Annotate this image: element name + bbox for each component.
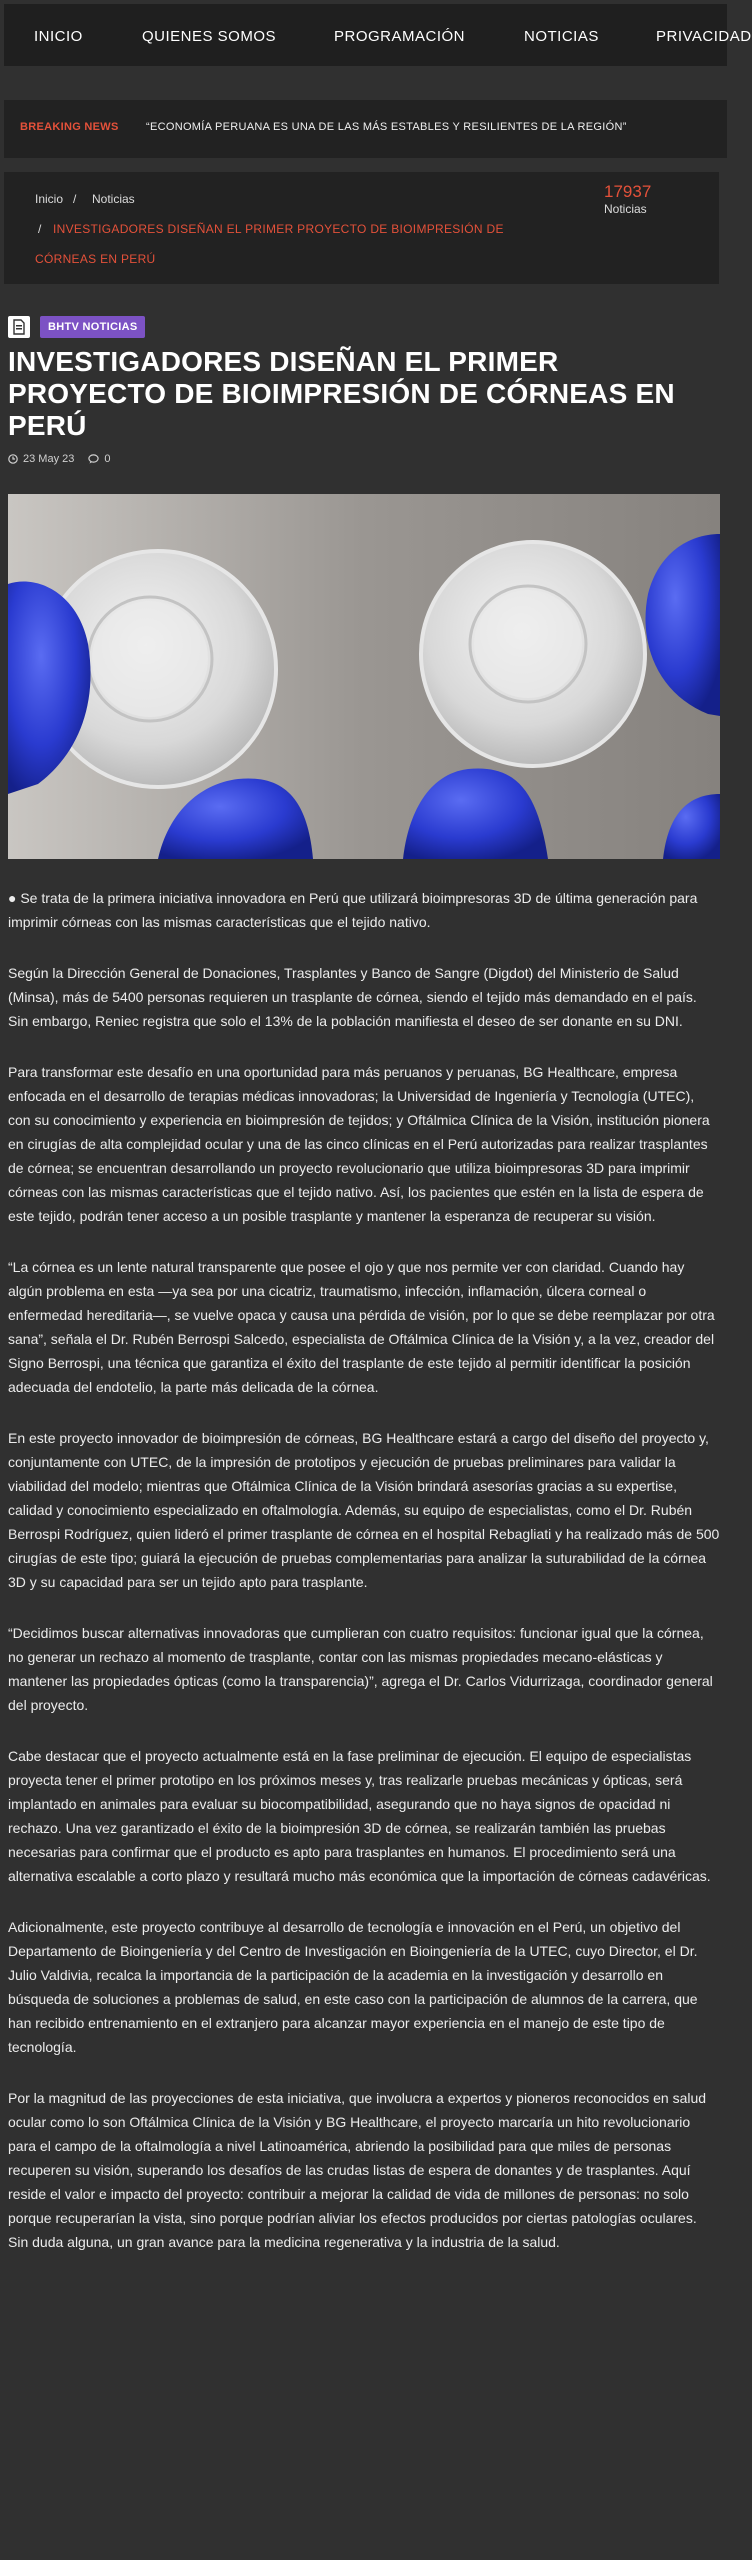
comment-icon[interactable] (88, 454, 99, 464)
nav-item-noticias[interactable]: NOTICIAS (524, 28, 599, 45)
main-navbar (4, 4, 752, 66)
nav-item-privacidad[interactable]: PRIVACIDAD (656, 28, 752, 45)
article-title: INVESTIGADORES DISEÑAN EL PRIMER PROYECTO DE BIOIMPRESIÓN DE CÓRNEAS EN PERÚ (8, 346, 675, 441)
nav-item-quienes-somos[interactable]: QUIENES SOMOS (142, 28, 277, 45)
breadcrumb-current: INVESTIGADORES DISEÑAN EL PRIMER PROYECTO DE BIOIMPRESIÓN DE (53, 222, 504, 236)
article-paragraph: “Decidimos buscar alternativas innovadoras que cumplieran con cuatro requisitos: funcionar igual que la córnea, no generar un rechazo al momento de trasplante, contar con las mismas propiedades mecano-elásticas y mantener las propiedades ópticas (como la transparencia)”, agrega el Dr. Carlos Vidurrizaga, coordinador general del proyecto. (8, 1625, 713, 1713)
article-paragraph: Según la Dirección General de Donaciones, Trasplantes y Banco de Sangre (Digdot) del Ministerio de Salud (Minsa), más de 5400 personas requieren un trasplante de córnea, siendo el tejido más demandado en el país. Sin embargo, Reniec registra que solo el 13% de la población manifiesta el deseo de ser donante en su DNI. (8, 965, 697, 1029)
article-body (8, 886, 720, 2281)
news-count-label: Noticias (604, 202, 647, 216)
breaking-news-label: BREAKING NEWS (20, 121, 119, 133)
breadcrumb-home[interactable]: Inicio (35, 192, 64, 206)
breadcrumb-separator: / (73, 192, 77, 206)
document-icon (8, 316, 30, 338)
news-count-value: 17937 (604, 182, 652, 201)
breadcrumb-current-continued: CÓRNEAS EN PERÚ (35, 252, 156, 266)
breadcrumb-separator: / (38, 222, 42, 236)
breadcrumb-noticias[interactable]: Noticias (92, 192, 135, 206)
nav-item-programacion[interactable]: PROGRAMACIÓN (334, 28, 466, 45)
breaking-news-bar (4, 100, 727, 158)
article-paragraph: En este proyecto innovador de bioimpresión de córneas, BG Healthcare estará a cargo del diseño del proyecto y, conjuntamente con UTEC, de la impresión de prototipos y ejecución de pruebas preliminares para validar la viabilidad del modelo; mientras que Oftálmica Clínica de la Visión brindará asesorías gracias a su expertise, calidad y conocimiento especializado en oftalmología. Además, su equipo de especialistas, como el Dr. Rubén Berrospi Rodríguez, quien lideró el primer trasplante de córnea en el hospital Rebagliati y ha realizado más de 500 cirugías de este tipo; guiará la ejecución de pruebas complementarias para analizar la suturabilidad de la córnea 3D y su capacidad para ser un tejido apto para trasplante. (8, 1430, 720, 1590)
article-paragraph: Por la magnitud de las proyecciones de esta iniciativa, que involucra a expertos y pioneros reconocidos en salud ocular como lo son Oftálmica Clínica de la Visión y BG Healthcare, el proyecto marcaría un hito revolucionario para el campo de la oftalmología a nivel Latinoamérica, abriendo la posibilidad para que miles de personas recuperen su visión, superando los desafíos de las crudas listas de espera de donantes y de trasplantes. Aquí reside el valor e impacto del proyecto: contribuir a mejorar la calidad de vida de millones de personas: no solo porque recuperarían la vista, sino porque podrían aliviar los efectos producidos por ciertas patologías oculares. Sin duda alguna, un gran avance para la medicina regenerativa y la industria de la salud. (8, 2090, 707, 2250)
breaking-news-headline[interactable]: “ECONOMÍA PERUANA ES UNA DE LAS MÁS ESTABLES Y RESILIENTES DE LA REGIÓN” (146, 121, 627, 133)
article-paragraph: ● Se trata de la primera iniciativa innovadora en Perú que utilizará bioimpresoras 3D de última generación para imprimir córneas con las mismas características que el tejido nativo. (8, 890, 698, 930)
nav-item-inicio[interactable]: INICIO (34, 28, 83, 45)
comment-count[interactable]: 0 (104, 453, 111, 465)
article-meta (8, 453, 111, 465)
article-hero-image (8, 494, 720, 859)
article-paragraph: Adicionalmente, este proyecto contribuye al desarrollo de tecnología e innovación en el Perú, un objetivo del Departamento de Bioingeniería y del Centro de Investigación en Bioingeniería de la UTEC, cuyo Director, el Dr. Julio Valdivia, recalca la importancia de la participación de la academia en la investigación y desarrollo en búsqueda de soluciones a problemas de salud, en este caso con la participación de alumnos de la carrera, que han recibido entrenamiento en el extranjero para alcanzar mayor experiencia en el manejo de este tipo de tecnología. (8, 1919, 698, 2055)
clock-icon (8, 454, 18, 464)
article-paragraph: “La córnea es un lente natural transparente que posee el ojo y que nos permite ver con claridad. Cuando hay algún problema en esta —ya sea por una cicatriz, traumatismo, infección, inflamación, úlcera corneal o enfermedad hereditaria—, se vuelve opaca y causa una pérdida de visión, por lo que se debe reemplazar por otra sana”, señala el Dr. Rubén Berrospi Salcedo, especialista de Oftálmica Clínica de la Visión y, a la vez, creador del Signo Berrospi, una técnica que garantiza el éxito del trasplante de este tejido al permitir identificar la posición adecuada del endotelio, la parte más delicada de la córnea. (8, 1259, 715, 1395)
breadcrumb-panel (4, 172, 719, 284)
article-paragraph: Cabe destacar que el proyecto actualmente está en la fase preliminar de ejecución. El equipo de especialistas proyecta tener el primer prototipo en los próximos meses y, tras realizarle pruebas mecánicas y ópticas, será implantado en animales para evaluar su biocompatibilidad, asegurando que no haya signos de opacidad ni rechazo. Una vez garantizado el éxito de la bioimpresión 3D de córnea, se realizarán también las pruebas necesarias para confirmar que el producto es apto para trasplantes en humanos. El procedimiento será una alternativa escalable a corto plazo y resultará mucho más económica que la importación de córneas cadavéricas. (8, 1748, 711, 1884)
article-paragraph: Para transformar este desafío en una oportunidad para más peruanos y peruanas, BG Healthcare, empresa enfocada en el desarrollo de terapias médicas innovadoras; la Universidad de Ingeniería y Tecnología (UTEC), con su conocimiento y experiencia en bioimpresión de tejidos; y Oftálmica Clínica de la Visión, institución pionera en cirugías de alta complejidad ocular y una de las cinco clínicas en el Perú autorizadas para realizar trasplantes de córnea; se encuentran desarrollando un proyecto revolucionario que utiliza bioimpresoras 3D para imprimir córneas con las mismas características que el tejido nativo. Así, los pacientes que estén en la lista de espera de este tejido, podrán tener acceso a un posible trasplante y mantener la esperanza de recuperar su visión. (8, 1064, 710, 1224)
article-date: 23 May 23 (23, 453, 75, 465)
category-badge[interactable]: BHTV NOTICIAS (40, 316, 145, 338)
